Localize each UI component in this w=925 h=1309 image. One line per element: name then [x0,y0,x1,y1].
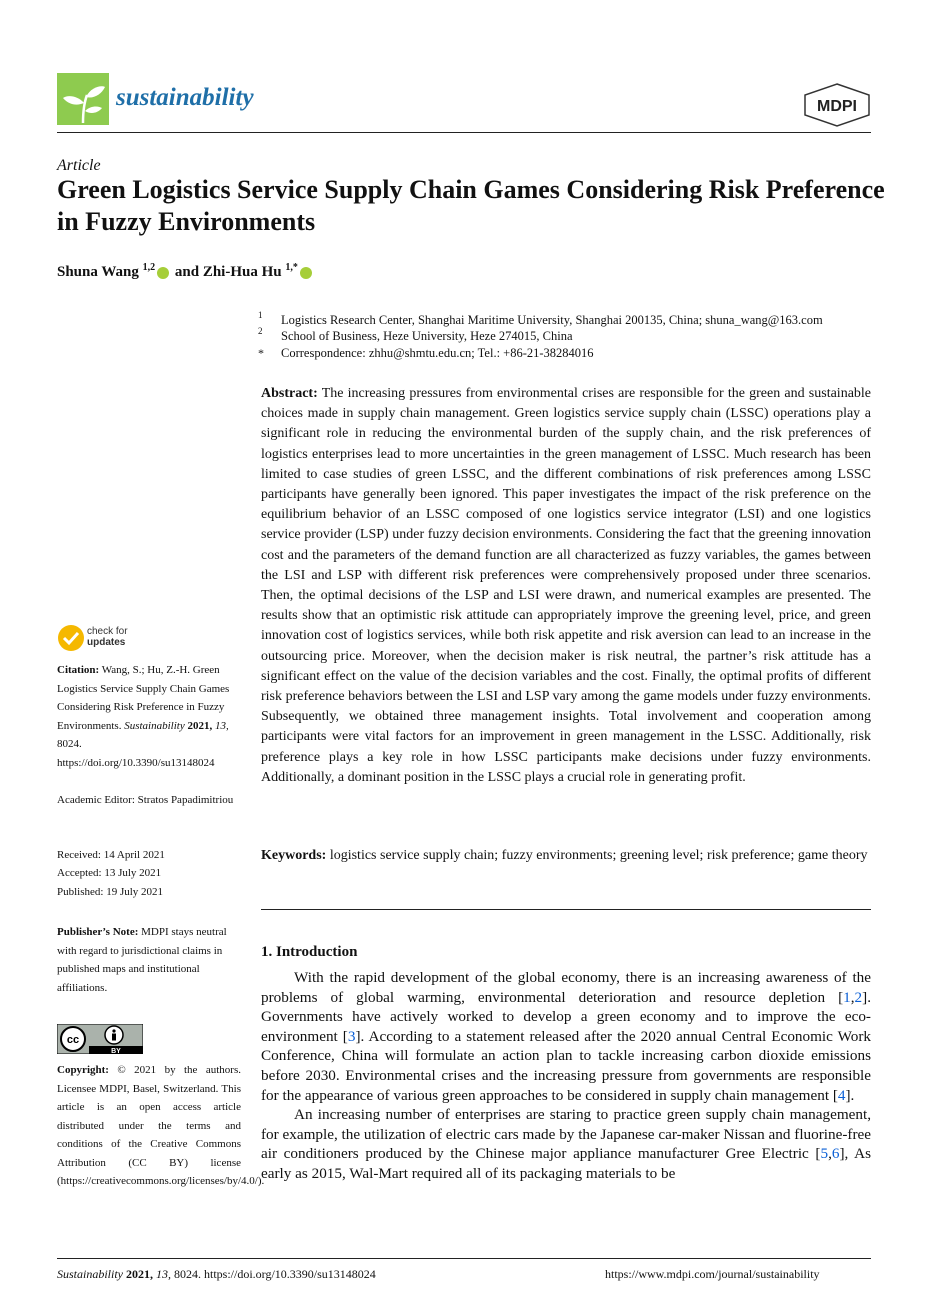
orcid-icon[interactable] [300,267,312,279]
cc-by-label: BY [111,1048,121,1054]
author-name: Zhi-Hua Hu [202,264,282,280]
section-rule [261,909,871,910]
mdpi-logo [803,83,871,127]
check-updates-line2: updates [87,637,126,648]
introduction-body [261,968,871,1184]
copyright-block: Copyright: © 2021 by the authors. Licensee MDPI, Basel, Switzerland. This article is an open access article distributed under the terms and conditions of the Creative Commons Attribution (CC BY) license (https://creativecommons.org/licenses/by/4.0/). [57,1064,265,1187]
section-heading: 1. Introduction [261,944,358,960]
received-date: Received: 14 April 2021 [57,849,165,861]
orcid-icon[interactable] [157,267,169,279]
affiliation-mark: 1 [258,310,263,320]
check-updates-icon [57,624,85,652]
citation-link[interactable]: 5 [820,1145,829,1163]
abstract [261,384,871,788]
article-title: Green Logistics Service Supply Chain Games Considering Risk Preference in Fuzzy Environments [57,175,885,236]
cc-by-icon [57,1024,143,1054]
abstract-label: Abstract: [261,386,318,401]
cc-by-license-badge[interactable] [57,1024,143,1054]
author-affiliation-marks: 1,2 [142,262,156,273]
article-type: Article [57,157,101,174]
paragraph: With the rapid development of the global economy, there is an increasing awareness of the problems of global warming, environmental deterioration and resource depletion [1,2]. Governments have actively worked to develop a green economy and to improve the eco-environment [3]. According to a statement released after the 2020 annual Central Economic Work Conference, China will formulate an action plan to tackle increasing carbon dioxide emissions before 2030. Environmental crises and the increasing pressure from governments are responsible for the appearance of various green approaches to be considered in supply chain management [4]. [261,969,871,1104]
affiliation-text: School of Business, Heze University, Heze 274015, China [281,329,573,343]
publisher-note: Publisher’s Note: MDPI stays neutral with regard to jurisdictional claims in published maps and institutional affiliations. [57,926,227,994]
affiliation-mark: * [258,346,264,360]
accepted-date: Accepted: 13 July 2021 [57,867,162,879]
publisher-name: MDPI [817,98,857,115]
affiliation-text: Logistics Research Center, Shanghai Maritime University, Shanghai 200135, China; shuna_wang@163.com [281,313,823,327]
footer-rule [57,1258,871,1259]
author-list [57,262,314,281]
header-rule [57,132,871,133]
keywords [261,846,871,866]
citation-link[interactable]: 6 [831,1145,840,1163]
citation-link[interactable]: 1 [843,988,851,1006]
svg-text:cc: cc [66,1034,80,1046]
check-updates-line1: check for [87,626,128,637]
keywords-text: logistics service supply chain; fuzzy environments; greening level; risk preference; game theory [329,848,868,863]
citation-link[interactable]: 4 [837,1086,846,1104]
published-date: Published: 19 July 2021 [57,886,164,898]
affiliation-mark: 2 [258,326,263,336]
author-name: Shuna Wang [57,264,139,280]
check-for-updates-badge[interactable] [57,624,167,652]
keywords-label: Keywords: [261,848,327,863]
journal-name: sustainability [116,84,254,111]
journal-logo [57,73,109,125]
citation-link[interactable]: 2 [854,988,863,1006]
author-affiliation-marks: 1,* [285,262,298,273]
footer-citation: Sustainability 2021, 13, 8024. https://doi.org/10.3390/su13148024 [57,1267,376,1281]
citation-link[interactable]: 3 [347,1027,356,1045]
affiliation-text: Correspondence: zhhu@shmtu.edu.cn; Tel.: +86-21-38284016 [281,346,594,360]
footer-journal-url[interactable]: https://www.mdpi.com/journal/sustainability [605,1267,820,1281]
citation-block: Citation: Wang, S.; Hu, Z.-H. Green Logistics Service Supply Chain Games Considering Risk Preference in Fuzzy Environments. Sustainability 2021, 13, 8024. https://doi.org/10.3390/su13148024 [57,664,230,769]
paragraph: An increasing number of enterprises are staring to practice green supply chain management, for example, the utilization of electric cars made by the Japanese car-maker Nissan and fluorine-free air conditioners produced by the Chinese major appliance manufacturer Gree Electric [5,6], As early as 2015, Wal-Mart required all of its packaging materials to be [261,1106,871,1182]
abstract-text: The increasing pressures from environmental crises are responsible for the green and sustainable choices made in supply chain management. Green logistics service supply chain (LSSC) operations play a significant role in reducing the environmental burden of the supply chain, and the risk preferences of logistics enterprises lead to more uncertainties in the green management of LSSC. Much research has been limited to case studies of green LSSC, and the different combinations of risk preferences among LSSC participants have generally been ignored. This paper investigates the impact of the risk preference on the equilibrium behavior of an LSSC composed of one logistics service integrator (LSI) and one logistics service provider (LSP) under fuzzy decision environments. Considering the fact that the greening innovation cost and the parameters of the demand function are all characterized as fuzzy variables, the games between the LSI and LSP with different risk preferences were comprehensively proposed under three scenarios. Then, the optimal decisions of the LSP and LSI were drawn, and numerical examples are presented. The results show that an optimistic risk attitude can appropriately improve the greening level, price, and green innovation cost of logistics services, while both risk appetite and risk aversion can lead to an increase in the outsourcing price. Moreover, when the decision maker is risk neutral, the partner’s risk attitude has a significant effect on the value of the decision variables and the cost. Finally, the optimal profits of different risk preference behaviors between the LSI and LSP vary among the game models under fuzzy environments. Subsequently, we obtained three management insights. Total involvement and cooperation among participants were vital factors for an improvement in green management in the LSSC. Additionally, risk preference plays a key role in how LSSC participants make decisions under fuzzy environments. Additionally, a dominant position in the LSSC plays a crucial role in generating profit. [261,386,872,785]
academic-editor: Academic Editor: Stratos Papadimitriou [57,794,234,806]
author-conjunction: and [174,264,200,280]
